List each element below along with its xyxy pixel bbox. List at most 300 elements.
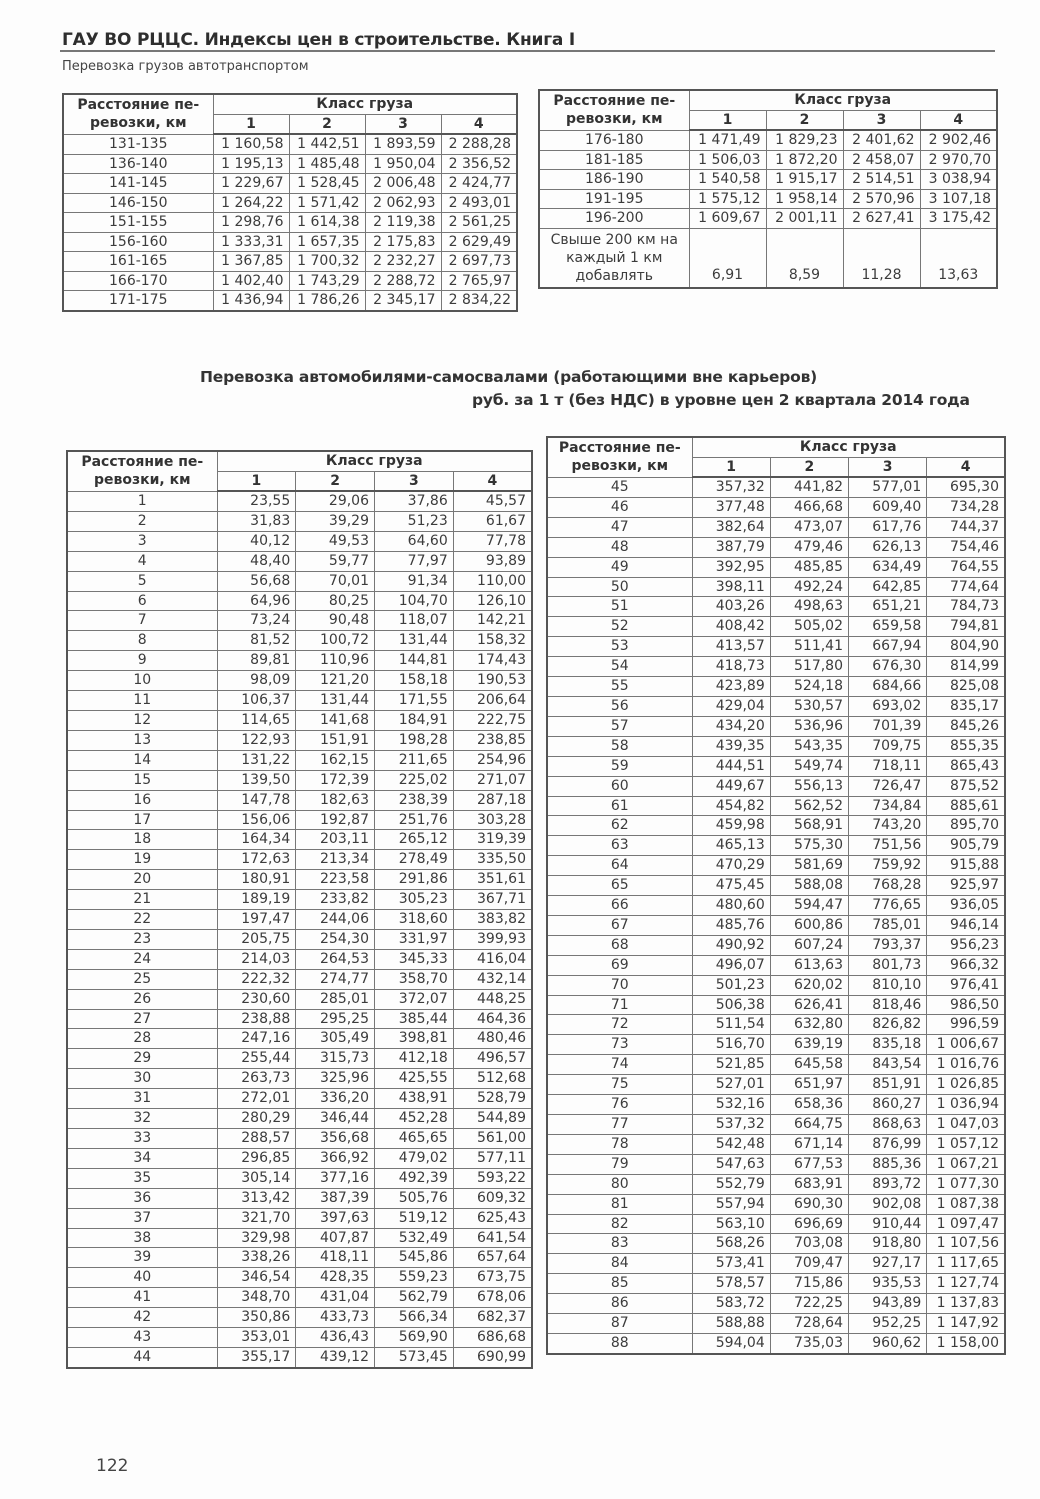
distance-cell: 43 <box>67 1328 217 1348</box>
class-4-price-cell: 416,04 <box>453 949 532 969</box>
table-row <box>547 1214 1005 1234</box>
class-4-price-cell: 2 902,46 <box>920 130 997 150</box>
class-1-price-cell: 470,29 <box>692 856 770 876</box>
class-2-price-cell: 690,30 <box>770 1194 848 1214</box>
class-4-price-cell: 609,32 <box>453 1188 532 1208</box>
class-3-price-cell: 104,70 <box>375 591 454 611</box>
class-2-price-cell: 722,25 <box>770 1294 848 1314</box>
extra-class-1-value: 6,91 <box>689 228 766 288</box>
distance-cell: 146-150 <box>63 193 213 213</box>
class-1-price-cell: 594,04 <box>692 1333 770 1353</box>
class-3-price-cell: 818,46 <box>849 995 927 1015</box>
class-1-price-cell: 255,44 <box>217 1049 296 1069</box>
class-2-price-cell: 658,36 <box>770 1095 848 1115</box>
class-2-price-cell: 325,96 <box>296 1069 375 1089</box>
table-row <box>547 975 1005 995</box>
class-2-price-cell: 433,73 <box>296 1308 375 1328</box>
class-2-price-cell: 703,08 <box>770 1234 848 1254</box>
class-3-price-cell: 626,13 <box>849 537 927 557</box>
class-2-price-cell: 182,63 <box>296 790 375 810</box>
distance-cell: 31 <box>67 1089 217 1109</box>
class-3-price-cell: 77,97 <box>375 551 454 571</box>
class-2-price-cell: 671,14 <box>770 1134 848 1154</box>
class-4-price-cell: 996,59 <box>927 1015 1005 1035</box>
class-3-price-cell: 2 006,48 <box>365 174 441 194</box>
class-1-price-cell: 490,92 <box>692 935 770 955</box>
class-3-price-cell: 91,34 <box>375 571 454 591</box>
class-1-price-cell: 527,01 <box>692 1075 770 1095</box>
distance-cell: 40 <box>67 1268 217 1288</box>
class-3-price-cell: 927,17 <box>849 1254 927 1274</box>
distance-cell: 11 <box>67 691 217 711</box>
distance-header-line2: ревозки, км <box>571 458 669 475</box>
class-4-price-cell: 45,57 <box>453 491 532 511</box>
class-4-price-cell: 986,50 <box>927 995 1005 1015</box>
table-row <box>547 1234 1005 1254</box>
class-1-price-cell: 1 609,67 <box>689 209 766 229</box>
class-4-price-cell: 690,99 <box>453 1347 532 1367</box>
distance-cell: 56 <box>547 696 692 716</box>
class-1-price-cell: 98,09 <box>217 671 296 691</box>
distance-cell: 191-195 <box>539 189 689 209</box>
table-row <box>67 1049 532 1069</box>
class-4-price-cell: 1 127,74 <box>927 1274 1005 1294</box>
class-2-price-cell: 315,73 <box>296 1049 375 1069</box>
class-4-price-cell: 794,81 <box>927 617 1005 637</box>
class-1-price-cell: 377,48 <box>692 497 770 517</box>
distance-cell: 71 <box>547 995 692 1015</box>
class-2-price-cell: 439,12 <box>296 1347 375 1367</box>
class-1-price-cell: 516,70 <box>692 1035 770 1055</box>
class-3-price-cell: 64,60 <box>375 531 454 551</box>
class-4-price-cell: 641,54 <box>453 1228 532 1248</box>
table-row <box>67 1089 532 1109</box>
table-row <box>63 154 517 174</box>
class-2-price-cell: 485,85 <box>770 557 848 577</box>
class-1-price-cell: 1 367,85 <box>213 252 289 272</box>
distance-cell: 32 <box>67 1109 217 1129</box>
class-3-price-cell: 659,58 <box>849 617 927 637</box>
class-4-price-cell: 1 047,03 <box>927 1115 1005 1135</box>
table-row <box>547 955 1005 975</box>
class-1-price-cell: 114,65 <box>217 710 296 730</box>
distance-cell: 19 <box>67 850 217 870</box>
class-4-price-cell: 432,14 <box>453 969 532 989</box>
class-2-price-cell: 141,68 <box>296 710 375 730</box>
distance-cell: 28 <box>67 1029 217 1049</box>
distance-cell: 61 <box>547 796 692 816</box>
class-2-price-cell: 110,96 <box>296 651 375 671</box>
distance-cell: 60 <box>547 776 692 796</box>
class-2-price-cell: 562,52 <box>770 796 848 816</box>
table-row <box>67 1347 532 1367</box>
distance-cell: 79 <box>547 1154 692 1174</box>
class-1-price-cell: 1 540,58 <box>689 170 766 190</box>
distance-cell: 77 <box>547 1115 692 1135</box>
class-3-price-cell: 184,91 <box>375 710 454 730</box>
table-row <box>63 193 517 213</box>
class-3-price-cell: 2 232,27 <box>365 252 441 272</box>
distance-cell: 84 <box>547 1254 692 1274</box>
distance-cell: 50 <box>547 577 692 597</box>
freight-table-131-175 <box>62 93 518 312</box>
table-row <box>67 551 532 571</box>
distance-cell: 48 <box>547 537 692 557</box>
table-row <box>63 271 517 291</box>
class-1-price-cell: 1 436,94 <box>213 291 289 311</box>
class-1-price-cell: 1 160,58 <box>213 134 289 154</box>
distance-cell: 8 <box>67 631 217 651</box>
class-1-price-cell: 408,42 <box>692 617 770 637</box>
class-3-price-cell: 211,65 <box>375 750 454 770</box>
table-row <box>63 291 517 311</box>
page-number: 122 <box>96 1456 129 1476</box>
class-1-price-cell: 392,95 <box>692 557 770 577</box>
class-3-price-cell: 505,76 <box>375 1188 454 1208</box>
class-4-price-cell: 512,68 <box>453 1069 532 1089</box>
cargo-class-header: Класс груза <box>217 451 532 471</box>
cargo-class-header: Класс груза <box>689 90 997 110</box>
class-3-price-cell: 573,45 <box>375 1347 454 1367</box>
class-1-price-cell: 89,81 <box>217 651 296 671</box>
class-1-price-cell: 563,10 <box>692 1214 770 1234</box>
class-1-price-cell: 511,54 <box>692 1015 770 1035</box>
class-3-price-cell: 291,86 <box>375 870 454 890</box>
table-row <box>547 597 1005 617</box>
class-1-price-cell: 1 333,31 <box>213 232 289 252</box>
class-1-price-cell: 480,60 <box>692 896 770 916</box>
table-row <box>547 1035 1005 1055</box>
class-1-price-cell: 578,57 <box>692 1274 770 1294</box>
distance-cell: 24 <box>67 949 217 969</box>
class-2-price-cell: 428,35 <box>296 1268 375 1288</box>
distance-cell: 23 <box>67 929 217 949</box>
distance-cell: 39 <box>67 1248 217 1268</box>
table-row <box>547 1075 1005 1095</box>
class-2-price-cell: 2 001,11 <box>766 209 843 229</box>
distance-cell: 86 <box>547 1294 692 1314</box>
distance-cell: 166-170 <box>63 271 213 291</box>
class-1-price-cell: 537,32 <box>692 1115 770 1135</box>
class-2-price-cell: 581,69 <box>770 856 848 876</box>
class-4-price-cell: 271,07 <box>453 770 532 790</box>
distance-cell: 4 <box>67 551 217 571</box>
distance-cell: 6 <box>67 591 217 611</box>
class-1-price-cell: 81,52 <box>217 631 296 651</box>
class-4-price-cell: 61,67 <box>453 511 532 531</box>
class-4-price-cell: 2 561,25 <box>441 213 517 233</box>
class-3-price-cell: 438,91 <box>375 1089 454 1109</box>
class-2-price-cell: 100,72 <box>296 631 375 651</box>
class-4-price-cell: 966,32 <box>927 955 1005 975</box>
distance-cell: 41 <box>67 1288 217 1308</box>
class-3-price-cell: 910,44 <box>849 1214 927 1234</box>
table-row <box>67 929 532 949</box>
class-2-price-cell: 305,49 <box>296 1029 375 1049</box>
class-3-price-cell: 345,33 <box>375 949 454 969</box>
table-row <box>539 170 997 190</box>
class-3-price-cell: 198,28 <box>375 730 454 750</box>
class-3-price-cell: 810,10 <box>849 975 927 995</box>
extra-class-3-value: 11,28 <box>843 228 920 288</box>
distance-cell: 37 <box>67 1208 217 1228</box>
class-1-price-cell: 557,94 <box>692 1194 770 1214</box>
class-2-price-cell: 1 958,14 <box>766 189 843 209</box>
extra-distance-label: Свыше 200 км на каждый 1 км добавлять <box>539 228 689 288</box>
class-3-price-cell: 2 570,96 <box>843 189 920 209</box>
class-1-price-cell: 568,26 <box>692 1234 770 1254</box>
class-4-price-cell: 174,43 <box>453 651 532 671</box>
class-3-price-cell: 743,20 <box>849 816 927 836</box>
class-3-price-cell: 278,49 <box>375 850 454 870</box>
table-row <box>67 949 532 969</box>
class-1-header: 1 <box>689 110 766 130</box>
class-3-price-cell: 251,76 <box>375 810 454 830</box>
class-4-price-cell: 303,28 <box>453 810 532 830</box>
class-4-price-cell: 93,89 <box>453 551 532 571</box>
class-4-price-cell: 845,26 <box>927 716 1005 736</box>
distance-cell: 83 <box>547 1234 692 1254</box>
distance-cell: 20 <box>67 870 217 890</box>
distance-column-header <box>547 437 692 477</box>
class-2-price-cell: 715,86 <box>770 1274 848 1294</box>
table-row <box>67 1228 532 1248</box>
table-row <box>67 1069 532 1089</box>
class-4-price-cell: 825,08 <box>927 677 1005 697</box>
class-1-price-cell: 288,57 <box>217 1129 296 1149</box>
class-1-price-cell: 355,17 <box>217 1347 296 1367</box>
distance-cell: 85 <box>547 1274 692 1294</box>
distance-cell: 27 <box>67 1009 217 1029</box>
class-3-header: 3 <box>843 110 920 130</box>
class-3-price-cell: 684,66 <box>849 677 927 697</box>
distance-cell: 181-185 <box>539 150 689 170</box>
distance-cell: 22 <box>67 910 217 930</box>
class-3-price-cell: 868,63 <box>849 1115 927 1135</box>
class-2-price-cell: 613,63 <box>770 955 848 975</box>
table-row <box>547 935 1005 955</box>
table-row <box>67 571 532 591</box>
class-1-price-cell: 222,32 <box>217 969 296 989</box>
class-4-price-cell: 142,21 <box>453 611 532 631</box>
class-3-price-cell: 893,72 <box>849 1174 927 1194</box>
class-3-price-cell: 2 175,83 <box>365 232 441 252</box>
class-2-price-cell: 543,35 <box>770 736 848 756</box>
class-4-price-cell: 784,73 <box>927 597 1005 617</box>
class-1-price-cell: 501,23 <box>692 975 770 995</box>
distance-header-line2: ревозки, км <box>565 111 663 128</box>
class-2-price-cell: 431,04 <box>296 1288 375 1308</box>
class-3-price-cell: 617,76 <box>849 517 927 537</box>
table-row <box>547 1134 1005 1154</box>
distance-cell: 29 <box>67 1049 217 1069</box>
table-row <box>67 770 532 790</box>
distance-cell: 46 <box>547 497 692 517</box>
class-4-price-cell: 855,35 <box>927 736 1005 756</box>
class-4-price-cell: 544,89 <box>453 1109 532 1129</box>
class-3-price-cell: 479,02 <box>375 1148 454 1168</box>
distance-cell: 59 <box>547 756 692 776</box>
class-1-price-cell: 73,24 <box>217 611 296 631</box>
class-3-price-cell: 577,01 <box>849 477 927 497</box>
class-3-price-cell: 843,54 <box>849 1055 927 1075</box>
class-4-price-cell: 956,23 <box>927 935 1005 955</box>
class-1-price-cell: 164,34 <box>217 830 296 850</box>
class-2-price-cell: 536,96 <box>770 716 848 736</box>
class-1-price-cell: 1 195,13 <box>213 154 289 174</box>
table-row <box>67 1268 532 1288</box>
class-1-price-cell: 189,19 <box>217 890 296 910</box>
class-3-price-cell: 676,30 <box>849 657 927 677</box>
freight-table-176-200 <box>538 89 998 289</box>
class-2-price-cell: 530,57 <box>770 696 848 716</box>
class-2-price-cell: 651,97 <box>770 1075 848 1095</box>
class-4-price-cell: 774,64 <box>927 577 1005 597</box>
class-1-price-cell: 413,57 <box>692 637 770 657</box>
class-2-price-cell: 418,11 <box>296 1248 375 1268</box>
class-2-price-cell: 492,24 <box>770 577 848 597</box>
table-row <box>547 677 1005 697</box>
class-3-price-cell: 358,70 <box>375 969 454 989</box>
distance-header-line2: ревозки, км <box>89 115 187 132</box>
class-2-price-cell: 387,39 <box>296 1188 375 1208</box>
distance-cell: 55 <box>547 677 692 697</box>
class-2-price-cell: 1 657,35 <box>289 232 365 252</box>
table-row <box>67 651 532 671</box>
class-1-price-cell: 197,47 <box>217 910 296 930</box>
distance-column-header <box>67 451 217 491</box>
table-row <box>547 856 1005 876</box>
class-1-price-cell: 230,60 <box>217 989 296 1009</box>
class-4-price-cell: 1 158,00 <box>927 1333 1005 1353</box>
distance-cell: 10 <box>67 671 217 691</box>
class-4-price-cell: 905,79 <box>927 836 1005 856</box>
table-row <box>547 896 1005 916</box>
class-4-price-cell: 1 036,94 <box>927 1095 1005 1115</box>
class-1-price-cell: 1 506,03 <box>689 150 766 170</box>
class-4-price-cell: 367,71 <box>453 890 532 910</box>
class-4-price-cell: 695,30 <box>927 477 1005 497</box>
class-2-price-cell: 683,91 <box>770 1174 848 1194</box>
distance-column-header <box>539 90 689 130</box>
class-1-price-cell: 444,51 <box>692 756 770 776</box>
class-4-price-cell: 1 067,21 <box>927 1154 1005 1174</box>
class-2-price-cell: 1 915,17 <box>766 170 843 190</box>
class-2-price-cell: 505,02 <box>770 617 848 637</box>
class-4-price-cell: 925,97 <box>927 876 1005 896</box>
table-row <box>547 1095 1005 1115</box>
class-2-price-cell: 223,58 <box>296 870 375 890</box>
class-3-price-cell: 385,44 <box>375 1009 454 1029</box>
table-row <box>67 830 532 850</box>
distance-cell: 21 <box>67 890 217 910</box>
class-3-price-cell: 935,53 <box>849 1274 927 1294</box>
table-row <box>547 1254 1005 1274</box>
distance-cell: 30 <box>67 1069 217 1089</box>
class-1-price-cell: 313,42 <box>217 1188 296 1208</box>
distance-cell: 68 <box>547 935 692 955</box>
table-row <box>63 213 517 233</box>
class-4-price-cell: 110,00 <box>453 571 532 591</box>
class-4-price-cell: 895,70 <box>927 816 1005 836</box>
table-row <box>547 617 1005 637</box>
table-row <box>547 1274 1005 1294</box>
distance-header-line1: Расстояние пе- <box>553 92 676 109</box>
class-2-price-cell: 575,30 <box>770 836 848 856</box>
class-2-price-cell: 620,02 <box>770 975 848 995</box>
class-4-price-cell: 561,00 <box>453 1129 532 1149</box>
class-4-price-cell: 936,05 <box>927 896 1005 916</box>
table-row <box>547 497 1005 517</box>
distance-cell: 81 <box>547 1194 692 1214</box>
distance-cell: 3 <box>67 531 217 551</box>
table-row <box>539 209 997 229</box>
class-2-price-cell: 626,41 <box>770 995 848 1015</box>
class-2-price-cell: 1 614,38 <box>289 213 365 233</box>
table-row <box>547 637 1005 657</box>
distance-cell: 44 <box>67 1347 217 1367</box>
table-row <box>67 730 532 750</box>
class-3-price-cell: 759,92 <box>849 856 927 876</box>
table-row <box>547 577 1005 597</box>
distance-cell: 196-200 <box>539 209 689 229</box>
class-2-price-cell: 1 528,45 <box>289 174 365 194</box>
distance-cell: 171-175 <box>63 291 213 311</box>
class-2-price-cell: 473,07 <box>770 517 848 537</box>
class-4-header: 4 <box>927 457 1005 477</box>
document-header-title: ГАУ ВО РЦЦС. Индексы цен в строительстве. Книга I <box>62 30 576 50</box>
table-row <box>67 1029 532 1049</box>
class-2-price-cell: 70,01 <box>296 571 375 591</box>
class-4-price-cell: 254,96 <box>453 750 532 770</box>
distance-cell: 34 <box>67 1148 217 1168</box>
class-3-price-cell: 876,99 <box>849 1134 927 1154</box>
distance-cell: 88 <box>547 1333 692 1353</box>
class-3-price-cell: 768,28 <box>849 876 927 896</box>
table-row <box>547 915 1005 935</box>
class-3-price-cell: 519,12 <box>375 1208 454 1228</box>
distance-header-line2: ревозки, км <box>93 472 191 489</box>
class-2-price-cell: 664,75 <box>770 1115 848 1135</box>
class-2-price-cell: 1 442,51 <box>289 134 365 154</box>
class-3-price-cell: 726,47 <box>849 776 927 796</box>
class-4-price-cell: 804,90 <box>927 637 1005 657</box>
class-2-price-cell: 1 700,32 <box>289 252 365 272</box>
table-row <box>547 1294 1005 1314</box>
class-3-price-cell: 331,97 <box>375 929 454 949</box>
table-row <box>67 1208 532 1228</box>
class-2-price-cell: 556,13 <box>770 776 848 796</box>
distance-cell: 65 <box>547 876 692 896</box>
table-row <box>67 511 532 531</box>
table-row <box>67 910 532 930</box>
class-1-price-cell: 353,01 <box>217 1328 296 1348</box>
distance-cell: 82 <box>547 1214 692 1234</box>
class-2-price-cell: 213,34 <box>296 850 375 870</box>
distance-column-header <box>63 94 213 134</box>
distance-cell: 53 <box>547 637 692 657</box>
class-4-price-cell: 2 424,77 <box>441 174 517 194</box>
class-1-price-cell: 172,63 <box>217 850 296 870</box>
class-1-price-cell: 423,89 <box>692 677 770 697</box>
class-2-price-cell: 1 485,48 <box>289 154 365 174</box>
class-3-price-cell: 952,25 <box>849 1314 927 1334</box>
class-1-price-cell: 454,82 <box>692 796 770 816</box>
class-1-price-cell: 214,03 <box>217 949 296 969</box>
class-2-price-cell: 121,20 <box>296 671 375 691</box>
distance-cell: 136-140 <box>63 154 213 174</box>
class-1-price-cell: 1 471,49 <box>689 130 766 150</box>
